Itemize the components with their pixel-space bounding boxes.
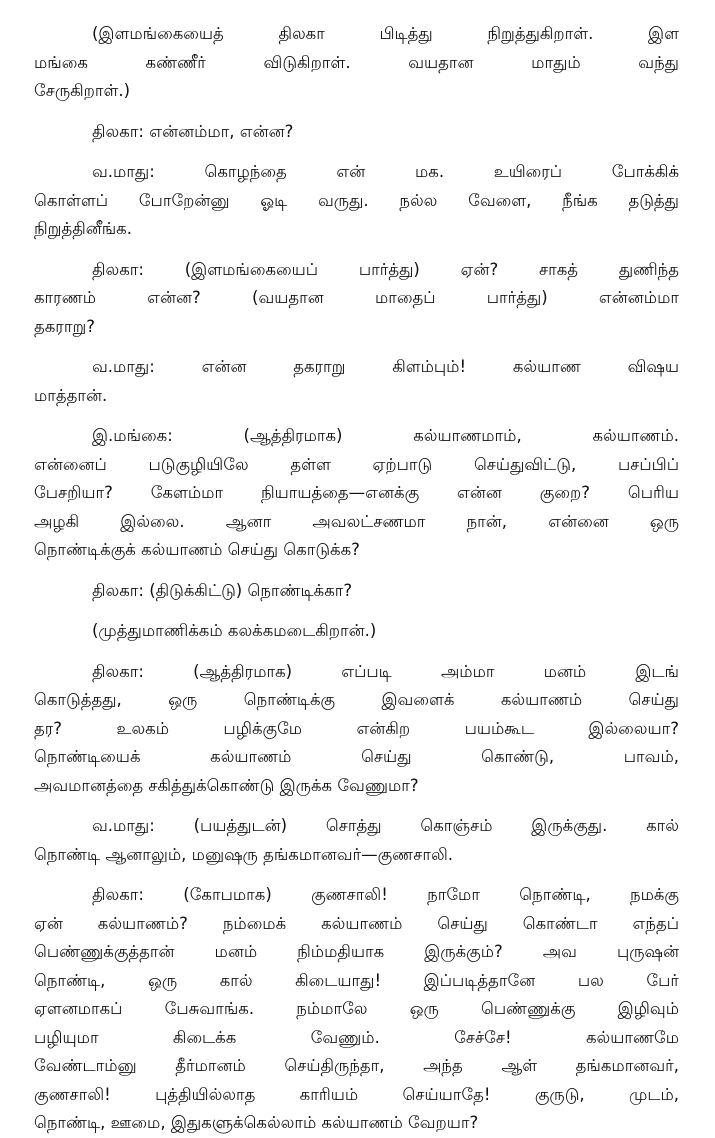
text-line: குணசாலி! புத்தியில்லாத காரியம் செய்யாதே! குருடு, முடம்,	[34, 1084, 679, 1104]
text-line: நொண்டிக்குக் கல்யாணம் செய்து கொடுக்க?	[34, 540, 360, 559]
text-line: (முத்துமாணிக்கம் கலக்கமடைகிறான்.)	[92, 621, 377, 640]
text-line: கொடுத்தது, ஒரு நொண்டிக்கு இவளைக் கல்யாணம் செய்து	[34, 690, 679, 709]
paragraph-dialogue-vamadhu-1	[34, 158, 679, 244]
paragraph-stage-direction-2	[34, 617, 679, 646]
text-line: அவமானத்தை சகித்துக்கொண்டு இருக்க வேணுமா?	[34, 775, 419, 795]
text-line: காரணம் என்ன? (வயதான மாதைப் பார்த்து) என்னம்மா	[34, 288, 679, 307]
text-line: அழகி இல்லை. ஆனா அவலட்சணமா நான், என்னை ஒரு	[34, 511, 679, 531]
text-line: தகராறு?	[34, 316, 95, 336]
text-line: (இளமங்கையைத் திலகா பிடித்து நிறுத்துகிறாள். இள	[92, 24, 679, 43]
text-line: மாத்தான்.	[34, 385, 108, 405]
text-line: திலகா: (கோபமாக) குணசாலி! நாமோ நொண்டி, நமக்கு	[92, 885, 679, 904]
text-line: என்னைப் படுகுழியிலே தள்ள ஏற்பாடு செய்துவிட்டு, பசப்பிப்	[34, 454, 679, 474]
paragraph-dialogue-tilaka-3	[34, 577, 679, 606]
text-line: தர? உலகம் பழிக்குமே என்கிற பயம்கூட இல்லையா?	[34, 718, 679, 738]
text-line: நிறுத்தினீங்க.	[34, 219, 132, 238]
text-line: பெண்ணுக்குத்தான் மனம் நிம்மதியாக இருக்கும்? அவ புருஷன்	[34, 942, 679, 961]
text-line: திலகா: (ஆத்திரமாக) எப்படி அம்மா மனம் இடங்	[92, 661, 679, 681]
text-line: கொள்ளப் போறேன்னு ஓடி வருது. நல்ல வேளை, நீங்க தடுத்து	[34, 190, 679, 210]
paragraph-dialogue-imangai-1	[34, 422, 679, 565]
text-line: நொண்டி, ஒரு கால் கிடையாது! இப்படித்தானே பல பேர்	[34, 970, 679, 990]
text-line: திலகா: என்னம்மா, என்ன?	[92, 121, 294, 141]
paragraph-stage-direction-1	[34, 20, 679, 106]
paragraph-dialogue-tilaka-4	[34, 658, 679, 801]
text-line: வ.மாது: (பயத்துடன்) சொத்து கொஞ்சம் இருக்குது. கால்	[92, 816, 679, 835]
paragraph-dialogue-vamadhu-3	[34, 812, 679, 869]
text-line: நொண்டி ஆனாலும், மனுஷரு தங்கமானவர்—குணசாலி.	[34, 844, 454, 864]
text-line: வேண்டாம்னு தீர்மானம் செய்திருந்தா, அந்த ஆள் தங்கமானவர்,	[34, 1056, 679, 1075]
text-line: இ.மங்கை: (ஆத்திரமாக) கல்யாணமாம், கல்யாணம்.	[92, 426, 679, 445]
text-line: மங்கை கண்ணீர் விடுகிறாள். வயதான மாதும் வந்து	[34, 52, 679, 72]
paragraph-dialogue-vamadhu-2	[34, 353, 679, 410]
text-line: நொண்டியைக் கல்யாணம் செய்து கொண்டு, பாவம்,	[34, 747, 679, 766]
paragraph-dialogue-tilaka-1	[34, 118, 679, 147]
text-line: ஏளனமாகப் பேசுவாங்க. நம்மாலே ஒரு பெண்ணுக்கு இழிவும்	[34, 999, 679, 1018]
paragraph-dialogue-tilaka-5	[34, 881, 679, 1138]
text-line: திலகா: (இளமங்கையைப் பார்த்து) ஏன்? சாகத் துணிந்த	[92, 259, 679, 279]
text-line: சேருகிறாள்.)	[34, 81, 131, 100]
text-line: ஏன் கல்யாணம்? நம்மைக் கல்யாணம் செய்து கொண்டா எந்தப்	[34, 913, 679, 933]
text-line: பேசறியா? கேளம்மா நியாயத்தை—எனக்கு என்ன குறை? பெரிய	[34, 483, 679, 502]
text-line: வ.மாது: கொழந்தை என் மக. உயிரைப் போக்கிக்	[92, 162, 679, 181]
text-line: திலகா: (திடுக்கிட்டு) நொண்டிக்கா?	[92, 580, 353, 600]
paragraph-dialogue-tilaka-2	[34, 256, 679, 342]
text-line: பழியுமா கிடைக்க வேணும். சேச்சே! கல்யாணமே	[34, 1027, 679, 1047]
text-line: வ.மாது: என்ன தகராறு கிளம்பும்! கல்யாண விஷய	[92, 357, 679, 376]
text-line: நொண்டி, ஊமை, இதுகளுக்கெல்லாம் கல்யாணம் வேறயா?	[34, 1113, 479, 1132]
